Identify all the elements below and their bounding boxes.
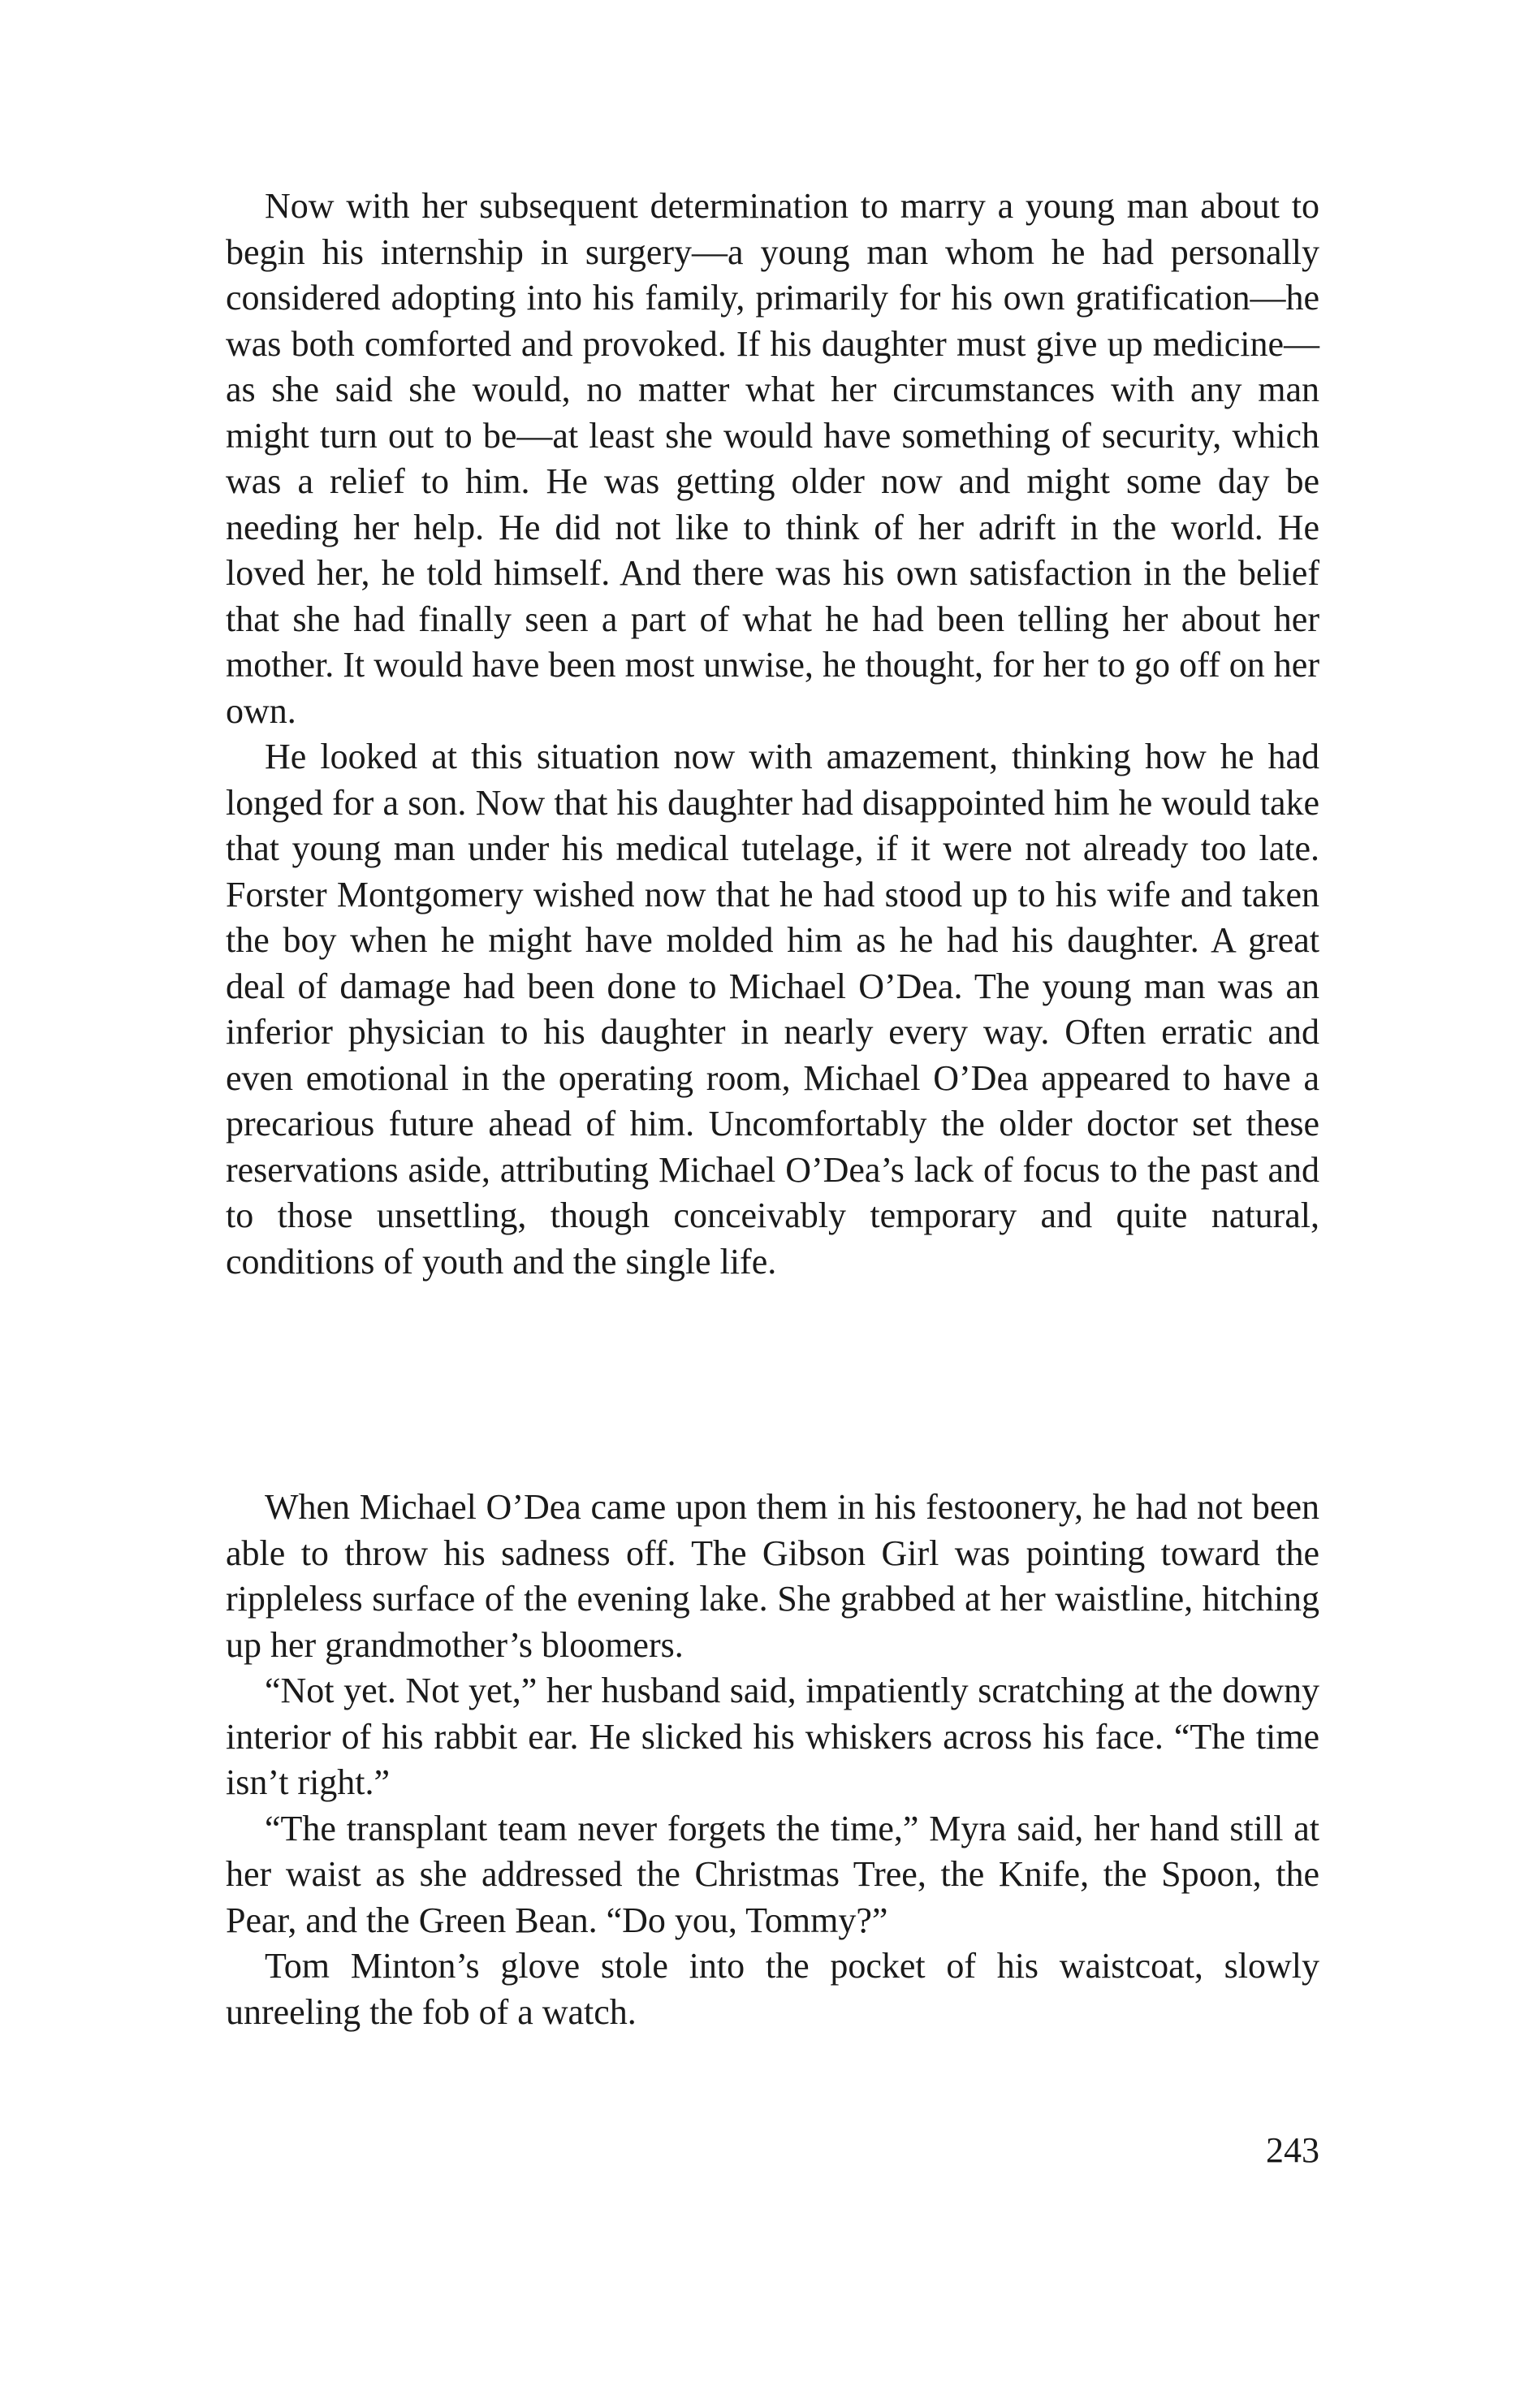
paragraph: “Not yet. Not yet,” her husband said, impatiently scratching at the downy interior of his rabbit ear. He slicked his whiskers across his face. “The time isn’t right.” — [226, 1671, 1319, 1802]
paragraph: When Michael O’Dea came upon them in his festoonery, he had not been able to throw his sadness off. The Gibson Girl was pointing toward the rippleless surface of the evening lake. She grabbed at her waistline, hitching up her grandmother’s bloomers. — [226, 1487, 1319, 1665]
paragraph: He looked at this situation now with amazement, thinking how he had longed for a son. Now that his daughter had disappointed him he would take that young man under his medical tutelage, if it were not already too late. Forster Montgomery wished now that he had stood up to his wife and taken the boy when he might have molded him as he had his daughter. A great deal of damage had been done to Michael O’Dea. The young man was an inferior physician to his daughter in nearly every way. Often erratic and even emotional in the operating room, Michael O’Dea appeared to have a precarious future ahead of him. Uncomfortably the older doctor set these reservations aside, attributing Michael O’Dea’s lack of focus to the past and to those unsettling, though conceivably temporary and quite natural, conditions of youth and the single life. — [226, 737, 1319, 1282]
paragraph: “The transplant team never forgets the time,” Myra said, her hand still at her waist as she addressed the Christmas Tree, the Knife, the Spoon, the Pear, and the Green Bean. “Do you, Tommy?” — [226, 1808, 1319, 1940]
paragraph: Tom Minton’s glove stole into the pocket of his waistcoat, slowly unreeling the fob of a watch. — [226, 1946, 1319, 2032]
page-number: 243 — [1266, 2130, 1319, 2170]
section-two — [226, 1485, 1319, 2035]
section-one — [226, 184, 1319, 1285]
paragraph: Now with her subsequent determination to marry a young man about to begin his internship in surgery—a young man whom he had personally considered adopting into his family, primarily for his own gratification—he was both comforted and provoked. If his daughter must give up medicine—as she said she would, no matter what her circumstances with any man might turn out to be—at least she would have something of security, which was a relief to him. He was getting older now and might some day be needing her help. He did not like to think of her adrift in the world. He loved her, he told himself. And there was his own satisfaction in the belief that she had finally seen a part of what he had been telling her about her mother. It would have been most unwise, he thought, for her to go off on her own. — [226, 186, 1319, 731]
